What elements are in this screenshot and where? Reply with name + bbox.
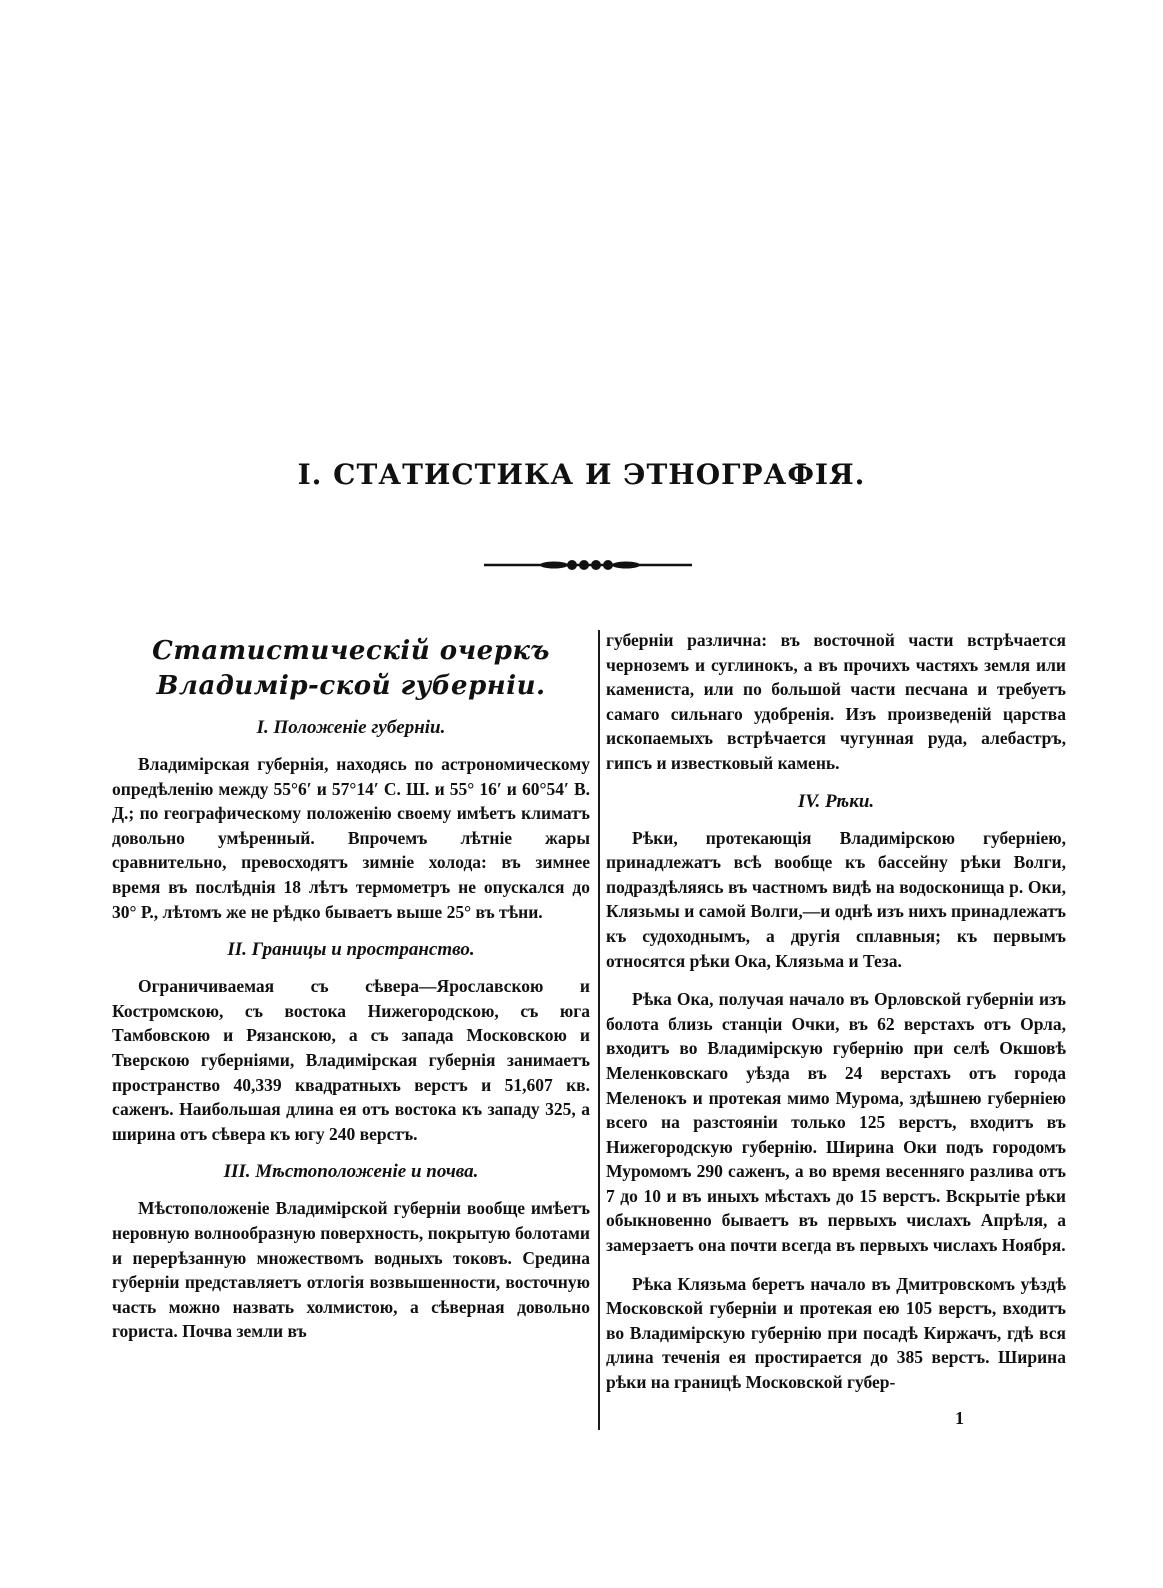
- signature-mark: 1: [955, 1408, 964, 1428]
- paragraph: Рѣки, протекающія Владимірскою губерніею, принадлежатъ всѣ вообще къ бассейну рѣки Волги, подраздѣляясь въ частномъ видѣ на водосконища р. Оки, Клязьмы и самой Волги,—и однѣ изъ нихъ принадлежатъ къ судоходнымъ, а другія сплавныя; къ первымъ относятся рѣки Ока, Клязьма и Теза.: [606, 827, 1066, 971]
- page-title: I. СТАТИСТИКА И ЭТНОГРАФІЯ.: [297, 458, 866, 491]
- paragraph: Рѣка Клязьма беретъ начало въ Дмитровскомъ уѣздѣ Московской губерніи и протекая ею 105 верстъ, входитъ во Владимірскую губернію при посадѣ Киржачъ, гдѣ вся длина теченія ея простирается до 385 верстъ. Ширина рѣки на границѣ Московской губер-: [606, 1273, 1066, 1393]
- left-column: [112, 628, 590, 1358]
- section-heading-3: III. Мѣстоположеніе и почва.: [223, 1161, 479, 1183]
- paragraph: Мѣстоположеніе Владимірской губерніи вообще имѣетъ неровную волнообразную поверхность, покрытую болотами и перерѣзанную множествомъ водныхъ токовъ. Средина губерніи представляетъ отлогія возвышенности, восточную часть можно назвать холмистою, а сѣверная довольно гориста. Почва земли въ: [112, 1198, 590, 1342]
- paragraph: Рѣка Ока, получая начало въ Орловской губерніи изъ болота близь станціи Очки, въ 62 верстахъ отъ Орла, входитъ во Владимірскую губернію при селѣ Окшовѣ Меленковскаго уѣзда въ 24 верстахъ отъ города Меленокъ и протекая мимо Мурома, здѣшнею губерніею всего на разстояніи только 125 верстъ, входитъ въ Нижегородскую губернію. Ширина Оки подъ городомъ Муромомъ 290 саженъ, а во время весенняго разлива отъ 7 до 10 и въ иныхъ мѣстахъ до 15 верстъ. Вскрытіе рѣки обыкновенно бываетъ въ первыхъ числахъ Апрѣля, а замерзаетъ она почти всегда въ первыхъ числахъ Ноября.: [606, 989, 1066, 1256]
- continued-paragraph: губерніи различна: въ восточной части встрѣчается черноземъ и суглинокъ, а въ прочихъ частяхъ земля или камениста, или по большой части песчана и требуетъ самаго сильнаго удобренія. Изъ произведеній царства ископаемыхъ встрѣчается чугунная руда, алебастръ, гипсъ и известковый камень.: [606, 630, 1066, 773]
- ornament-divider: [484, 552, 692, 578]
- article-title: Статистическій очеркъ Владимір-ской губерніи.: [152, 636, 550, 701]
- right-column: [606, 628, 1066, 1409]
- section-heading-2: II. Границы и пространство.: [227, 939, 475, 961]
- column-divider: [598, 630, 600, 1430]
- paragraph: Владимірская губернія, находясь по астрономическому опредѣленію между 55°6′ и 57°14′ С. Ш. и 55° 16′ и 60°54′ В. Д.; по географическому положенію своему имѣетъ климатъ довольно умѣренный. Впрочемъ лѣтніе жары сравнительно, превосходятъ зимніе холода: въ зимнее время въ послѣднія 18 лѣтъ термометръ не опускался до 30° Р., лѣтомъ же не рѣдко бываетъ выше 25° въ тѣни.: [112, 754, 590, 922]
- section-heading-4: IV. Рѣки.: [797, 790, 875, 812]
- paragraph: Ограничиваемая съ сѣвера—Ярославскою и Костромскою, съ востока Нижегородскою, съ юга Тамбовскою и Рязанскою, а съ запада Московскою и Тверскою губерніями, Владимірская губернія занимаетъ пространство 40,339 квадратныхъ верстъ и 51,607 кв. саженъ. Наибольшая длина ея отъ востока къ западу 325, а ширина отъ сѣвера къ югу 240 верстъ.: [112, 976, 590, 1144]
- section-heading-1: I. Положеніе губерніи.: [256, 717, 446, 738]
